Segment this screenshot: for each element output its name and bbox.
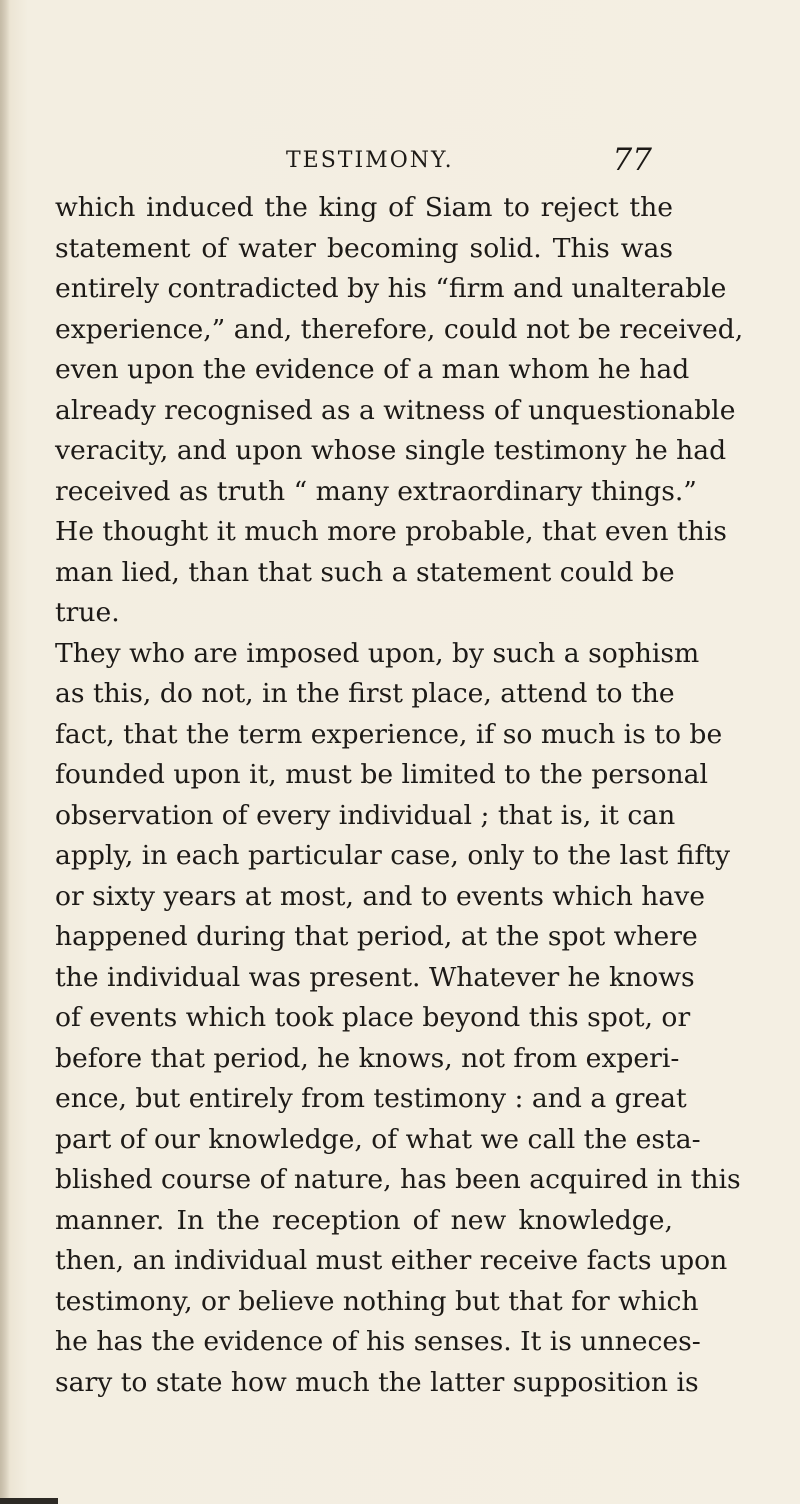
text-line: entirely contradicted by his “firm and unalterable (55, 273, 727, 304)
text-line: observation of every individual ; that is, it can (55, 799, 676, 831)
scan-edge-mark (0, 1498, 58, 1504)
text-line: They who are imposed upon, by such a sophism (55, 637, 700, 669)
text-line: happened during that period, at the spot where (55, 921, 698, 952)
running-header (286, 142, 652, 184)
text-line: even upon the evidence of a man whom he had (55, 354, 690, 385)
text-line: as this, do not, in the first place, attend to the (55, 678, 675, 709)
text-line: manner. In the reception of new knowledge, (55, 1204, 673, 1236)
text-line: testimony, or believe nothing but that for which (55, 1285, 699, 1317)
page-number: 77 (612, 142, 652, 178)
text-line: of events which took place beyond this spot, or (55, 1002, 691, 1033)
text-line: experience,” and, therefore, could not be received, (55, 313, 744, 345)
text-line: veracity, and upon whose single testimony he had (55, 435, 727, 466)
text-line: apply, in each particular case, only to the last fifty (55, 840, 731, 871)
text-line: sary to state how much the latter supposition is (55, 1366, 699, 1398)
text-line: part of our knowledge, of what we call the esta- (55, 1123, 701, 1155)
text-line-paragraph-end: true. (55, 597, 120, 628)
text-line: founded upon it, must be limited to the personal (55, 759, 708, 790)
text-line: fact, that the term experience, if so much is to be (55, 718, 723, 750)
text-line: the individual was present. Whatever he knows (55, 961, 695, 993)
text-line: which induced the king of Siam to reject the (55, 192, 673, 223)
text-line: received as truth “ many extraordinary things.” (55, 475, 697, 507)
text-line: man lied, than that such a statement could be (55, 556, 675, 588)
text-line: before that period, he knows, not from experi- (55, 1042, 680, 1074)
body-text (55, 188, 744, 1403)
text-line: He thought it much more probable, that even this (55, 516, 727, 547)
text-line: then, an individual must either receive facts upon (55, 1245, 728, 1276)
running-title: TESTIMONY. (286, 148, 454, 173)
text-line: statement of water becoming solid. This was (55, 232, 673, 264)
binding-gutter-shadow (0, 0, 10, 1504)
text-line: blished course of nature, has been acquired in this (55, 1164, 741, 1195)
text-line: ence, but entirely from testimony : and a great (55, 1083, 687, 1114)
text-line: or sixty years at most, and to events which have (55, 880, 706, 912)
text-line: already recognised as a witness of unquestionable (55, 394, 736, 426)
text-line: he has the evidence of his senses. It is unneces- (55, 1326, 701, 1357)
